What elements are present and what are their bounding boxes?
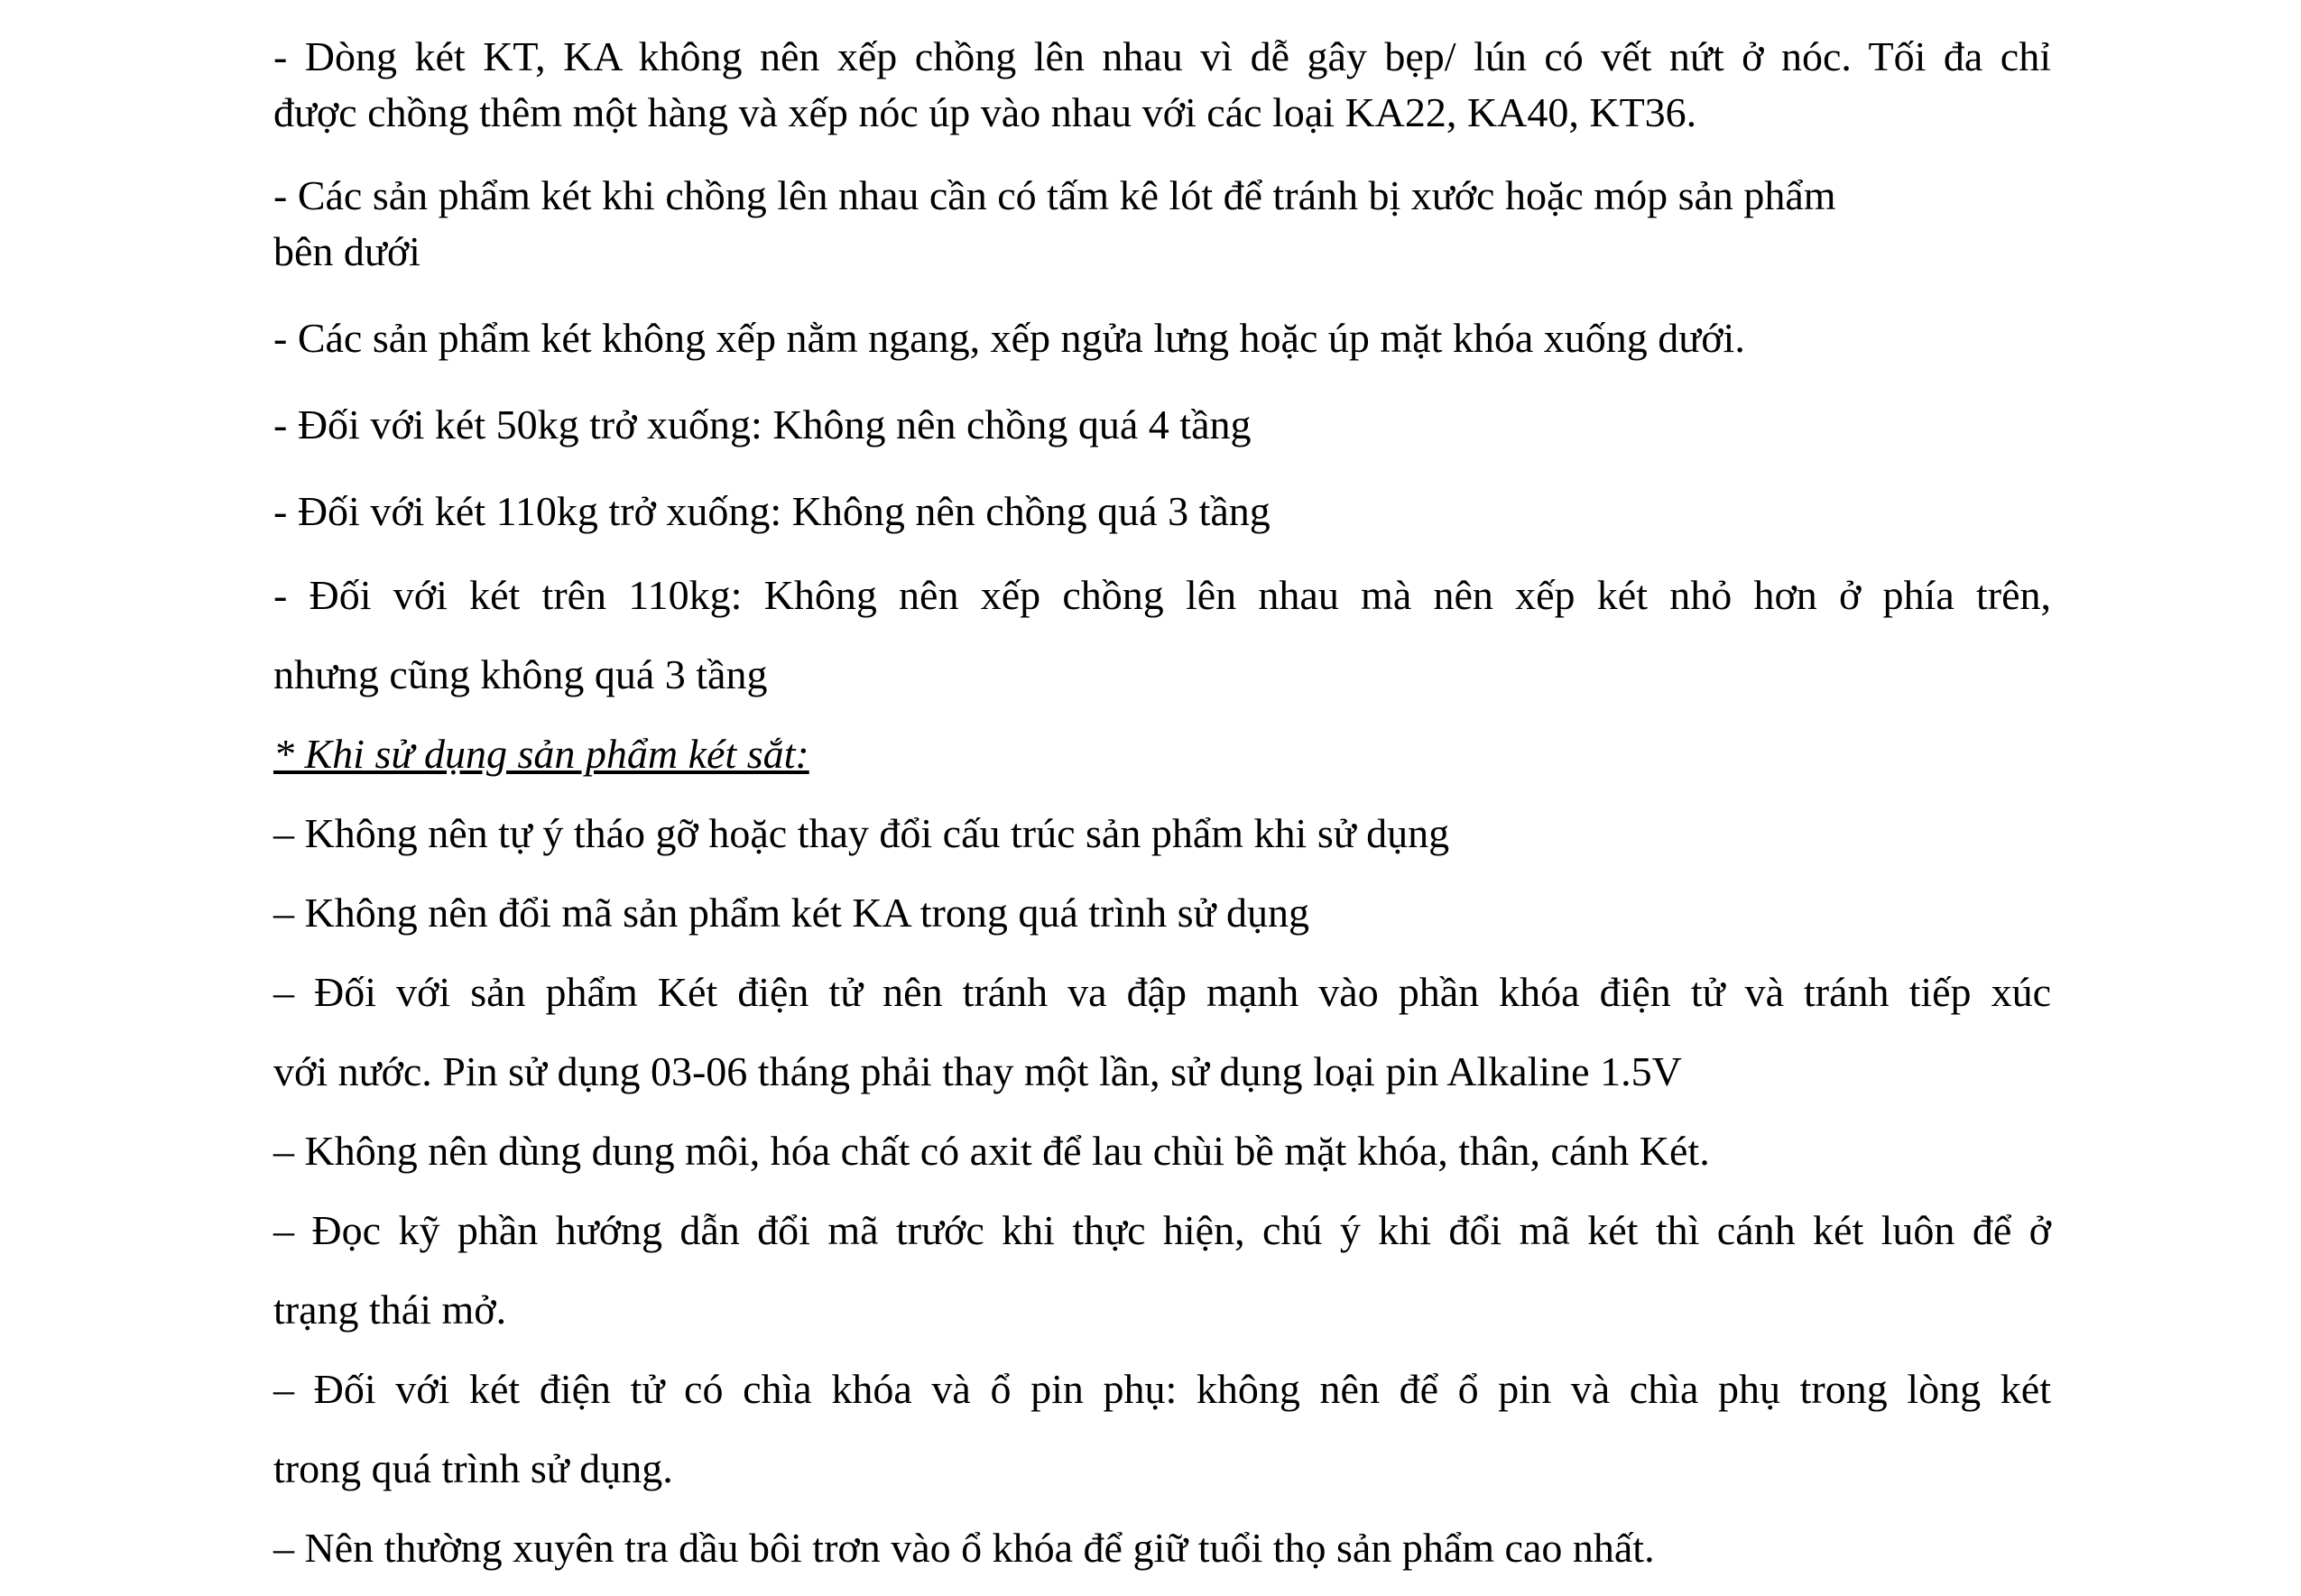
text-line: bên dưới (273, 228, 420, 274)
text-line: – Đối với két điện tử có chìa khóa và ổ pin phụ: không nên để ổ pin và chìa phụ trong lòng két (273, 1366, 2051, 1412)
document-body (273, 29, 2051, 1588)
text-line: – Đọc kỹ phần hướng dẫn đổi mã trước khi thực hiện, chú ý khi đổi mã két thì cánh két luôn để ở (273, 1207, 2051, 1253)
paragraph-50kg (273, 397, 2051, 453)
text-line: trạng thái mở. (273, 1287, 507, 1333)
text-line: trong quá trình sử dụng. (273, 1445, 673, 1491)
usage-item (273, 1191, 2051, 1350)
usage-item (273, 1508, 2051, 1588)
text-line: – Không nên tự ý tháo gỡ hoặc thay đổi cấu trúc sản phẩm khi sử dụng (273, 810, 1450, 856)
text-line: với nước. Pin sử dụng 03-06 tháng phải thay một lần, sử dụng loại pin Alkaline 1.5V (273, 1048, 1682, 1094)
paragraph-over-110kg (273, 556, 2051, 715)
usage-item (273, 1350, 2051, 1508)
usage-item (273, 794, 2051, 873)
text-line: – Nên thường xuyên tra dầu bôi trơn vào ổ khóa để giữ tuổi thọ sản phẩm cao nhất. (273, 1525, 1655, 1571)
text-line: - Đối với két 50kg trở xuống: Không nên chồng quá 4 tầng (273, 401, 1252, 447)
text-line: – Không nên dùng dung môi, hóa chất có axit để lau chùi bề mặt khóa, thân, cánh Két. (273, 1128, 1710, 1174)
paragraph-110kg (273, 484, 2051, 540)
text-line: – Không nên đổi mã sản phẩm két KA trong quá trình sử dụng (273, 890, 1309, 936)
usage-item (273, 1112, 2051, 1191)
text-line: – Đối với sản phẩm Két điện tử nên tránh va đập mạnh vào phần khóa điện tử và tránh tiếp xúc (273, 969, 2051, 1015)
paragraph-orientation (273, 310, 2051, 366)
text-line: - Các sản phẩm két khi chồng lên nhau cần có tấm kê lót để tránh bị xước hoặc móp sản phẩm (273, 172, 1836, 218)
text-line: nhưng cũng không quá 3 tầng (273, 651, 768, 697)
paragraph-stacking-kt-ka (273, 29, 2051, 141)
usage-item (273, 953, 2051, 1112)
text-line: - Đối với két trên 110kg: Không nên xếp chồng lên nhau mà nên xếp két nhỏ hơn ở phía trên, (273, 572, 2051, 618)
text-line: - Đối với két 110kg trở xuống: Không nên chồng quá 3 tầng (273, 488, 1271, 534)
text-line: - Dòng két KT, KA không nên xếp chồng lên nhau vì dễ gây bẹp/ lún có vết nứt ở nóc. Tối đa chỉ (273, 33, 2051, 79)
paragraph-padding-sheet (273, 168, 2051, 280)
text-line: - Các sản phẩm két không xếp nằm ngang, xếp ngửa lưng hoặc úp mặt khóa xuống dưới. (273, 315, 1745, 361)
text-line: được chồng thêm một hàng và xếp nóc úp vào nhau với các loại KA22, KA40, KT36. (273, 89, 1697, 135)
section-heading: * Khi sử dụng sản phẩm két sắt: (273, 731, 809, 777)
usage-item (273, 873, 2051, 953)
